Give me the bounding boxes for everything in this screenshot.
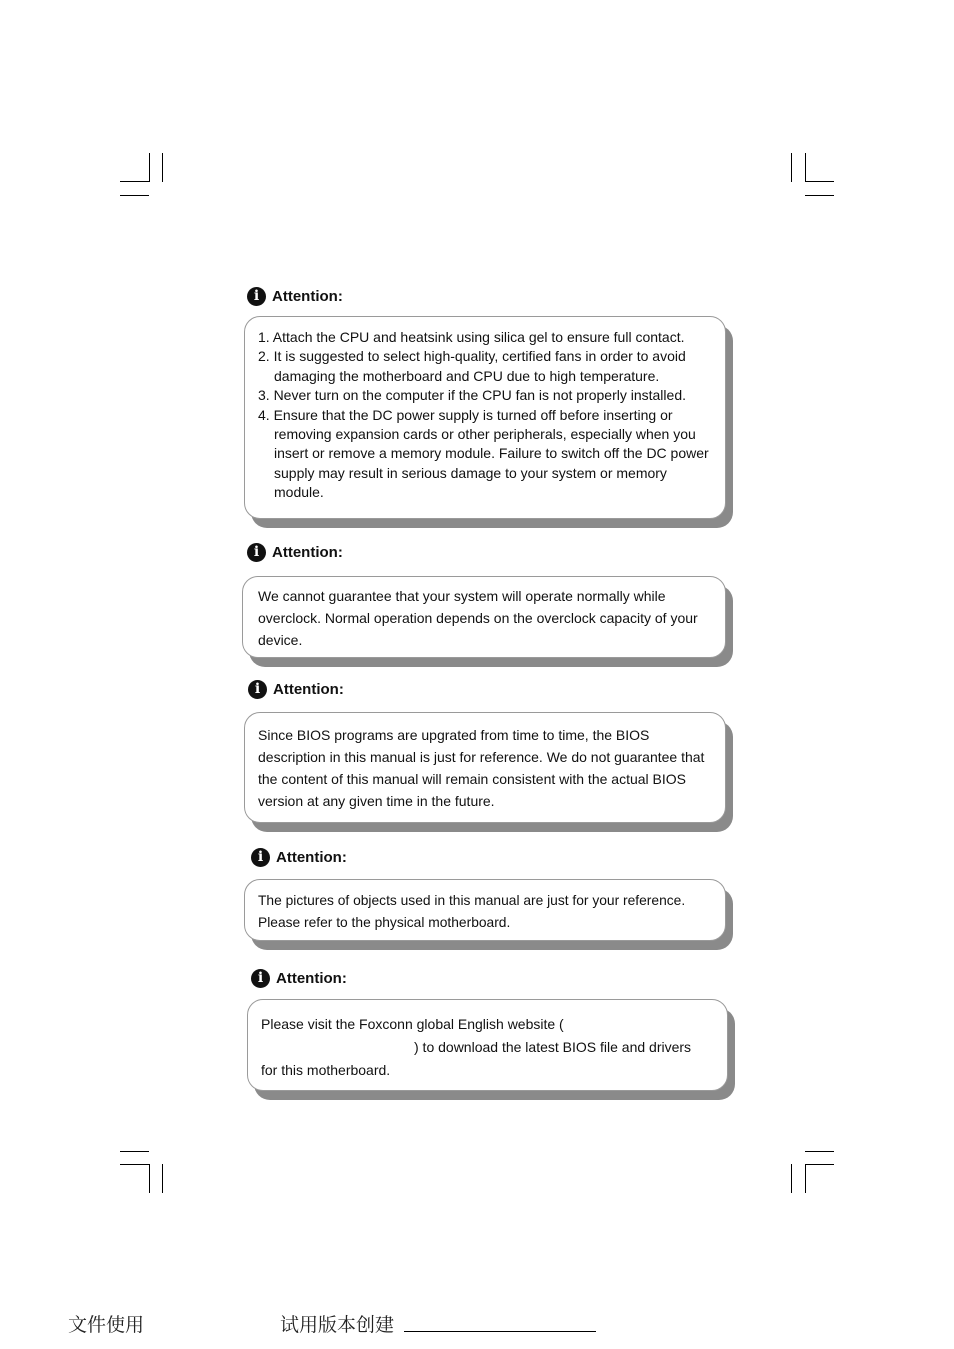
list-item: 4. Ensure that the DC power supply is turned off before inserting or removing expansion cards or other peripherals, especially when you insert or remove a memory module. Failure to switch off the DC power supply may result in serious damage to your system or memory module.	[258, 406, 709, 501]
attention-box-overclock	[242, 576, 726, 658]
list-item: 1. Attach the CPU and heatsink using silica gel to ensure full contact.	[258, 329, 685, 345]
info-icon: i	[251, 969, 270, 988]
attention-title: Attention:	[276, 849, 347, 866]
attention-text: ) to download the latest BIOS file and drivers	[414, 1039, 692, 1055]
attention-text: for this motherboard.	[261, 1062, 391, 1078]
footer-right-text: 试用版本创建	[280, 1314, 395, 1336]
attention-title: Attention:	[276, 970, 347, 987]
attention-heading	[251, 969, 347, 988]
list-item: 2. It is suggested to select high-quality, certified fans in order to avoid damaging the motherboard and CPU due to high temperature.	[258, 348, 686, 384]
attention-box-website	[247, 999, 728, 1091]
attention-box-pictures	[244, 879, 726, 941]
attention-title: Attention:	[273, 681, 344, 698]
attention-heading	[248, 680, 344, 699]
footer-underline	[404, 1331, 596, 1332]
attention-text: The pictures of objects used in this manual are just for your reference. Please refer to the physical motherboard.	[258, 893, 686, 930]
attention-list	[258, 328, 713, 503]
info-icon: i	[247, 287, 266, 306]
info-icon: i	[248, 680, 267, 699]
attention-box-bios-version	[244, 712, 726, 823]
attention-heading	[247, 543, 343, 562]
attention-heading	[251, 848, 347, 867]
attention-title: Attention:	[272, 288, 343, 305]
info-icon: i	[251, 848, 270, 867]
attention-title: Attention:	[272, 544, 343, 561]
attention-text: We cannot guarantee that your system will operate normally while overclock. Normal operation depends on the overclock capacity of your device.	[258, 588, 698, 648]
attention-text: Since BIOS programs are upgrated from time to time, the BIOS description in this manual is just for reference. We do not guarantee that the content of this manual will remain consistent with the actual BIOS version at any given time in the future.	[258, 727, 705, 809]
attention-box-cpu-install	[244, 316, 726, 519]
info-icon: i	[247, 543, 266, 562]
attention-text: Please visit the Foxconn global English website (	[261, 1016, 564, 1032]
footer-left-text: 文件使用	[68, 1314, 145, 1336]
list-item: 3. Never turn on the computer if the CPU fan is not properly installed.	[258, 387, 686, 404]
attention-heading	[247, 287, 343, 306]
